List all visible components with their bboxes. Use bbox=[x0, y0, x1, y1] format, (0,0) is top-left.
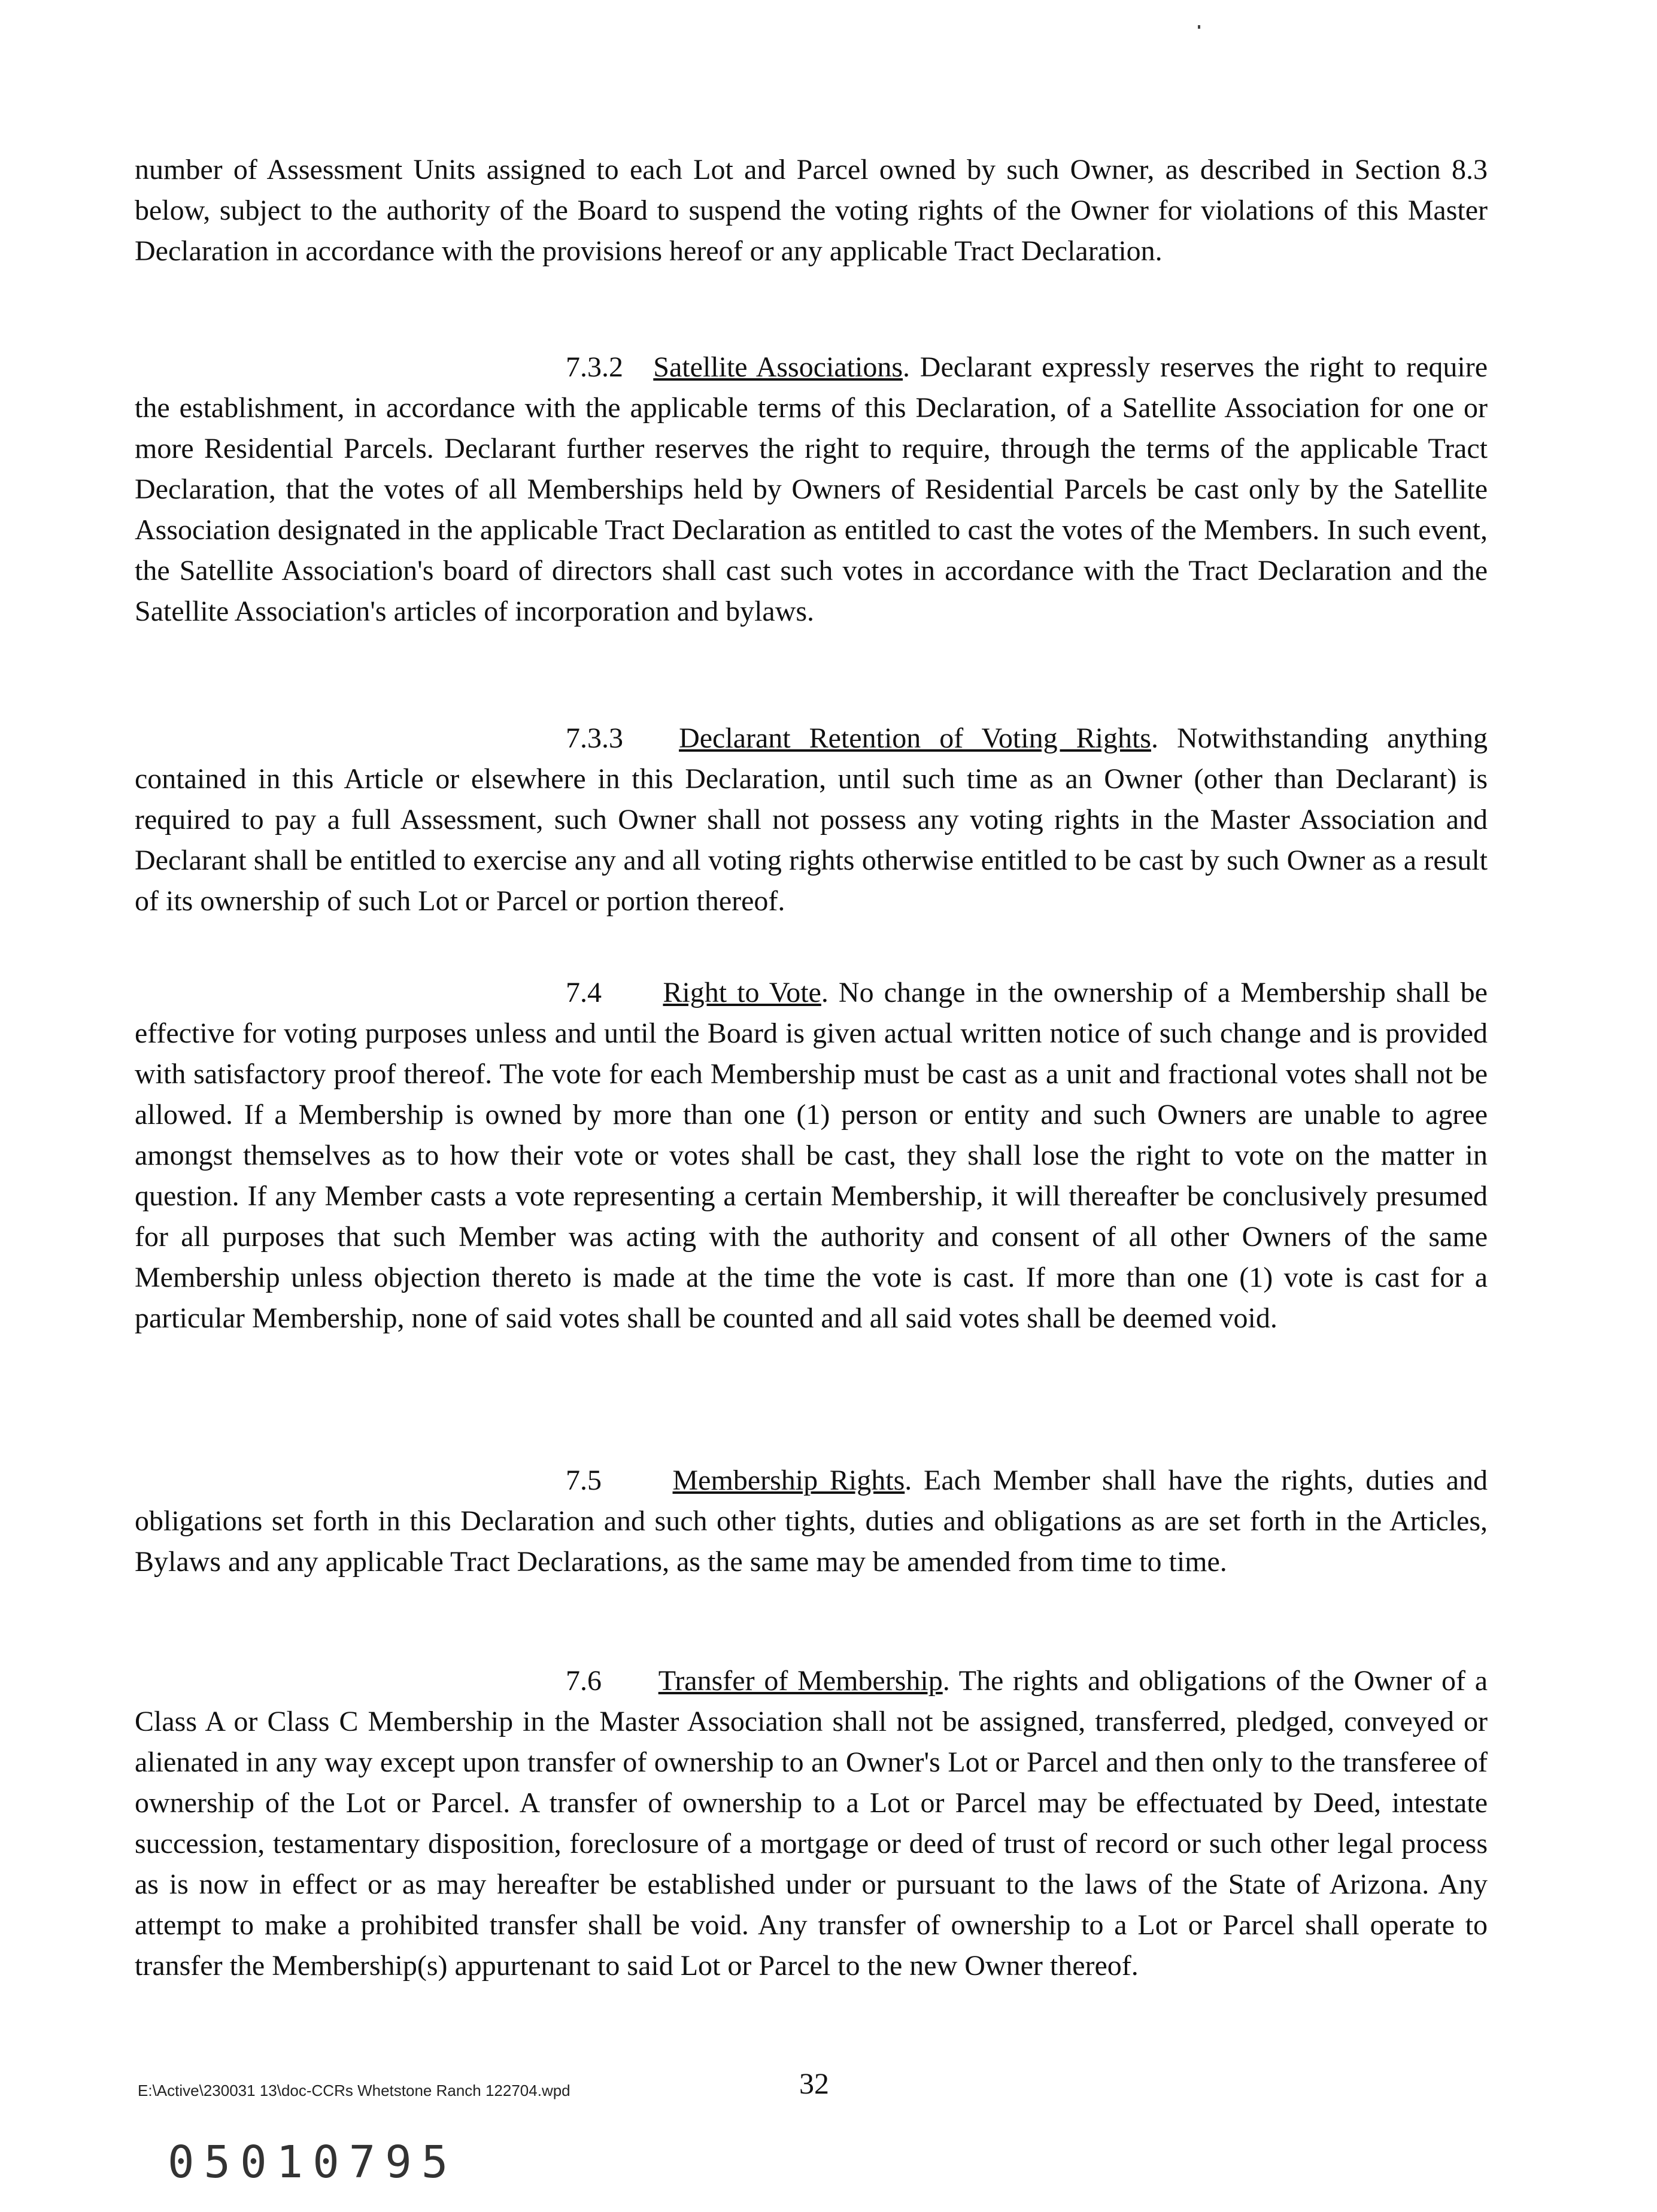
section-heading: Satellite Associations bbox=[653, 351, 903, 383]
section-7-6 bbox=[135, 1661, 1488, 1986]
section-number: 7.4 bbox=[566, 977, 602, 1008]
page-number: 32 bbox=[799, 2067, 829, 2100]
section-heading: Membership Rights bbox=[672, 1464, 905, 1496]
section-number: 7.5 bbox=[566, 1464, 602, 1496]
scan-speck bbox=[1198, 25, 1200, 29]
section-7-3-3 bbox=[135, 718, 1488, 922]
section-body: . The rights and obligations of the Owner of a Class A or Class C Membership in the Master Association shall not be assigned, transferred, pledged, conveyed or alienated in any way except upon transfer of ownership to an Owner's Lot or Parcel and then only to the transferee of ownership of the Lot or Parcel. A transfer of ownership to a Lot or Parcel may be effectuated by Deed, intestate succession, testamentary disposition, foreclosure of a mortgage or deed of trust of record or such other legal process as is now in effect or as may hereafter be established under or pursuant to the laws of the State of Arizona. Any attempt to make a prohibited transfer shall be void. Any transfer of ownership to a Lot or Parcel shall operate to transfer the Membership(s) appurtenant to said Lot or Parcel to the new Owner thereof. bbox=[135, 1665, 1488, 1982]
section-number: 7.3.3 bbox=[566, 722, 623, 754]
section-number: 7.6 bbox=[566, 1665, 602, 1697]
section-heading: Declarant Retention of Voting Rights bbox=[679, 722, 1151, 754]
section-7-5 bbox=[135, 1460, 1488, 1582]
section-body: . Declarant expressly reserves the right to require the establishment, in accordance with the applicable terms of this Declaration, of a Satellite Association for one or more Residential Parcels. Declarant further reserves the right to require, through the terms of the applicable Tract Declaration, that the votes of all Memberships held by Owners of Residential Parcels be cast only by the Satellite Association designated in the applicable Tract Declaration as entitled to cast the votes of the Members. In such event, the Satellite Association's board of directors shall cast such votes in accordance with the Tract Declaration and the Satellite Association's articles of incorporation and bylaws. bbox=[135, 351, 1488, 627]
section-body: . Each Member shall have the rights, duties and obligations set forth in this Declaration and such other tights, duties and obligations as are set forth in the Articles, Bylaws and any applicable Tract Declarations, as the same may be amended from time to time. bbox=[135, 1464, 1488, 1578]
footer-file-path: E:\Active\230031 13\doc-CCRs Whetstone Ranch 122704.wpd bbox=[138, 2082, 570, 2099]
section-7-4 bbox=[135, 973, 1488, 1339]
continued-paragraph bbox=[135, 150, 1488, 272]
section-heading: Transfer of Membership bbox=[658, 1665, 943, 1697]
section-number: 7.3.2 bbox=[566, 351, 623, 383]
continued-text: number of Assessment Units assigned to each Lot and Parcel owned by such Owner, as described in Section 8.3 below, subject to the authority of the Board to suspend the voting rights of the Owner for violations of this Master Declaration in accordance with the provisions hereof or any applicable Tract Declaration. bbox=[135, 154, 1488, 267]
recording-number-stamp: 05010795 bbox=[168, 2137, 458, 2188]
section-heading: Right to Vote bbox=[663, 977, 821, 1008]
section-7-3-2 bbox=[135, 347, 1488, 632]
section-body: . Notwithstanding anything contained in this Article or elsewhere in this Declaration, until such time as an Owner (other than Declarant) is required to pay a full Assessment, such Owner shall not possess any voting rights in the Master Association and Declarant shall be entitled to exercise any and all voting rights otherwise entitled to be cast by such Owner as a result of its ownership of such Lot or Parcel or portion thereof. bbox=[135, 722, 1488, 917]
section-body: . No change in the ownership of a Membership shall be effective for voting purposes unless and until the Board is given actual written notice of such change and is provided with satisfactory proof thereof. The vote for each Membership must be cast as a unit and fractional votes shall not be allowed. If a Membership is owned by more than one (1) person or entity and such Owners are unable to agree amongst themselves as to how their vote or votes shall be cast, they shall lose the right to vote on the matter in question. If any Member casts a vote representing a certain Membership, it will thereafter be conclusively presumed for all purposes that such Member was acting with the authority and consent of all other Owners of the same Membership unless objection thereto is made at the time the vote is cast. If more than one (1) vote is cast for a particular Membership, none of said votes shall be counted and all said votes shall be deemed void. bbox=[135, 977, 1488, 1334]
